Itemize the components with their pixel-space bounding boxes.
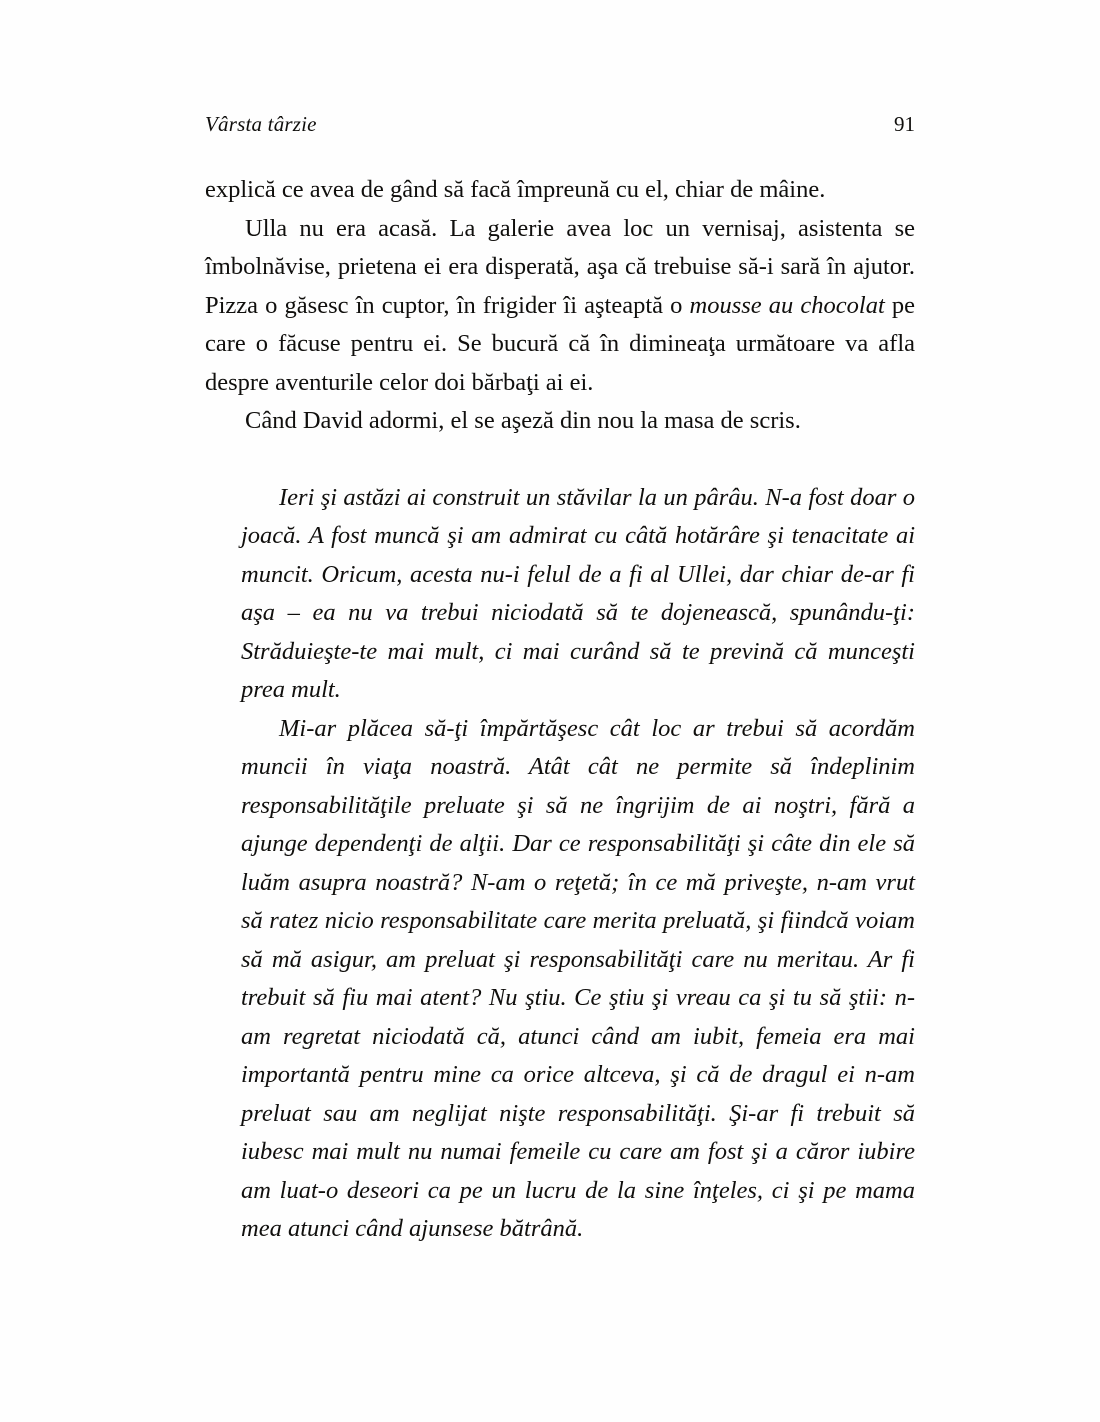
paragraph-part: Ulla nu era acasă. La galerie avea loc un vernisaj, asistenta se îmbolnăvise, prietena ei era disperată, aşa că trebuise să-i sară în ajutor. Pizza o găsesc în cuptor, în frigider îi aşteaptă o bbox=[205, 214, 915, 319]
page-number: 91 bbox=[894, 112, 915, 136]
paragraph-part: pe care o făcuse pentru ei. Se bucură că în dimineaţa următoare va afla despre aventurile celor doi bărbaţi ai ei. bbox=[205, 291, 916, 396]
running-head-title: Vârsta târzie bbox=[205, 112, 317, 136]
running-head bbox=[205, 112, 915, 137]
body-text bbox=[205, 171, 915, 441]
page-content bbox=[205, 112, 915, 1249]
letter-block bbox=[205, 479, 915, 1249]
letter-paragraph: Ieri şi astăzi ai construit un stăvilar la un pârâu. N-a fost doar o joacă. A fost muncă şi am admirat cu câtă hotărâre şi tenacitate ai muncit. Oricum, acesta nu-i felul de a fi al Ullei, dar chiar de-ar fi aşa – ea nu va trebui niciodată să te dojenească, spunându-ţi: Străduieşte-te mai mult, ci mai curând să te prevină că munceşti prea mult. bbox=[241, 483, 915, 704]
letter-paragraph: Mi-ar plăcea să-ţi împărtăşesc cât loc ar trebui să acordăm muncii în viaţa noastră. Atât cât ne permite să îndeplinim responsabilităţile preluate şi să ne îngrijim de ai noştri, fără a ajunge dependenţi de alţii. Dar ce responsabilităţi şi câte din ele să luăm asupra noastră? N-am o reţetă; în ce mă priveşte, n-am vrut să ratez nicio responsabilitate care merita preluată, şi fiindcă voiam să mă asigur, am preluat şi responsabilităţi care nu meritau. Ar fi trebuit să fiu mai atent? Nu ştiu. Ce ştiu şi vreau ca şi tu să ştii: n-am regretat niciodată că, atunci când am iubit, femeia era mai importantă pentru mine ca orice altceva, şi că de dragul ei n-am preluat sau am neglijat nişte responsabilităţi. Şi-ar fi trebuit să iubesc mai mult nu numai femeile cu care am fost şi a căror iubire am luat-o deseori ca pe un lucru de la sine înţeles, ci şi pe mama mea atunci când ajunsese bătrână. bbox=[241, 714, 915, 1243]
paragraph bbox=[205, 210, 915, 403]
paragraph: Când David adormi, el se aşeză din nou la masa de scris. bbox=[245, 407, 801, 435]
paragraph: explică ce avea de gând să facă împreună cu el, chiar de mâine. bbox=[205, 176, 826, 204]
italic-phrase: mousse au chocolat bbox=[689, 291, 885, 319]
